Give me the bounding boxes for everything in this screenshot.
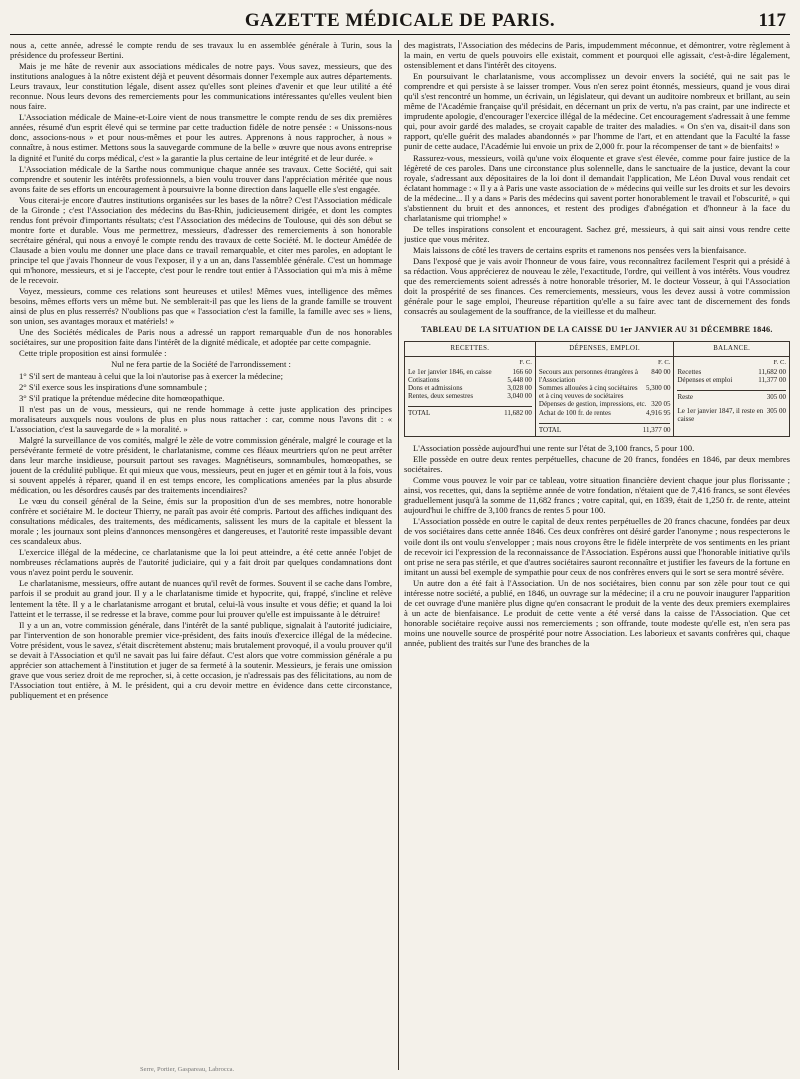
total-label: TOTAL (538, 425, 562, 434)
paragraph: Une des Sociétés médicales de Paris nous a adressé un rapport remarquable d'un de nos honorables sociétaires, sur une proposition faite dans l'intérêt de la dignité médicale, et adoptée par cette compagnie. (10, 327, 392, 348)
total-row (408, 406, 532, 417)
paragraph: L'Association possède en outre le capital de deux rentes perpétuelles de 20 francs chacune, fondées par deux de vos sociétaires dans cette année 1846. Ces deux confrères ont désiré garder l'anonyme ; nous respecterons le voile dont ils ont voulu s'envelopper ; mais nous croyons être le fidèle interprète de vos sentiments en les priant de recevoir ici l'expression de la reconnaissance de l'Association. Espérons aussi que l'honorable initiative qu'ils ont prise ne sera pas stérile, et que d'autres sociétaires sauront reconnaître et justifier les faveurs de la fortune en imitant un aussi bel exemple de sympathie pour ceux de nos confrères envers qui le sort se sera montré sévère. (404, 516, 790, 577)
paragraph: Nul ne fera partie de la Société de l'arrondissement : (111, 359, 291, 370)
table-row (408, 384, 532, 392)
journal-title: GAZETTE MÉDICALE DE PARIS. (244, 10, 556, 31)
row-label: Le 1er janvier 1847, il reste en caisse (677, 407, 764, 424)
row-amount: 5,448 00 (507, 375, 532, 384)
paragraph: Vous citerai-je encore d'autres institutions organisées sur les bases de la nôtre? C'est l'Association médicale de la Gironde ; c'est l'Association des médecins du Bas-Rhin, judicieusement dirigée, et dont les comptes rendus font prévoir d'importants résultats; c'est l'Association des médecins de Toulouse, qui dès son début se montre forte et durable. Vous me permettrez, messieurs, d'adresser des remerciements à son honorable secrétaire général, qui nous a envoyé le compte rendu des travaux de cette Société. M. le docteur Amédée de Clausade a bien voulu me donner une place dans ce travail remarquable, et citer mes paroles, en adoptant le principe tel que j'avais l'honneur de vous l'exposer, il y a un an, dans l'assemblée générale. C'est un hommage qui m'honore, messieurs, et si je l'accepte, c'est pour le rendre tout entier à l'Association qui m'a mis à même de le recevoir. (10, 194, 392, 286)
unit-label: F. C. (519, 359, 532, 367)
table-row (677, 376, 786, 384)
right-column (404, 40, 790, 1075)
row-amount: 166 60 (512, 367, 532, 376)
paragraph: Rassurez-vous, messieurs, voilà qu'une voix éloquente et grave s'est élevée, comme pour faire justice de la légèreté de ces paroles. Dans une circonstance plus solennelle, dans le sanctuaire de la justice, devant la cour royale, s'adressant aux dépositaires de la loi dont il demandait l'application, Me Léon Duval vous rendait cet éclatant hommage : « Il y a à Paris une vaste association de » médecins qui veille sur les droits et sur les devoirs de la médecine... Il y a dans » Paris des médecins qui savent porter honorablement le travail et l'obscurité, » qui s'abstiennent du bruit et des annonces, et restent des prodiges d'abnégation et d'honneur à la face du charlatanisme qui triomphe! » (404, 152, 790, 223)
unit-label: F. C. (773, 359, 786, 367)
depenses-cell (535, 357, 674, 437)
table-row (677, 407, 786, 423)
paragraph: Elle possède en outre deux rentes perpétuelles, chacune de 20 francs, fondées en 1846, par deux membres sociétaires. (404, 454, 790, 475)
header-balance: BALANCE. (674, 342, 790, 357)
row-amount: 3,040 00 (507, 392, 532, 401)
paragraph: Le charlatanisme, messieurs, offre autant de nuances qu'il revêt de formes. Souvent il se cache dans l'ombre, parfois il se produit au grand jour. Il y a le charlatanisme timide et hypocrite, qui, frappé, s'incline et relève lentement la tête. Il y a le charlatanisme arrogant et brutal, celui-là vous insulte et vous défie; et quand la loi l'atteint et le terrasse, il se redresse et la brave, comme pour lui prouver qu'elle est impuissante à le détruire! (10, 578, 392, 619)
list-item: 3° S'il pratique la prétendue médecine dite homœopathique. (19, 392, 225, 403)
row-amount: 320 05 (651, 400, 671, 409)
row-amount: 11,377 00 (758, 375, 786, 384)
table-row (408, 376, 532, 384)
table-row (539, 384, 671, 400)
paragraph: De telles inspirations consolent et encouragent. Sachez gré, messieurs, à qui sait ainsi vous rendre cette justice que vous méritez. (404, 223, 790, 244)
balance-cell (674, 357, 790, 437)
paragraph: L'Association médicale de la Sarthe nous communique chaque année ses travaux. Cette Société, qui sait comprendre et soutenir les intérêts professionnels, a bien voulu trouver dans l'appréciation méritée que nous avons faite de ses efforts un encouragement à poursuivre la bonne direction dans laquelle elle s'est engagée. (10, 163, 392, 194)
paragraph: L'Association médicale de Maine-et-Loire vient de nous transmettre le compte rendu de ses dix premières années, résumé d'un esprit élevé qui se termine par cette traduction fidèle de notre pensée : « Unissons-nous donc, associons-nous » et pour nous-mêmes et pour les autres. Apprenons à nous rapprocher, à nous » connaître, à nous estimer. Mettons sous la sauvegarde commune de la belle » œuvre que nous avons entreprise la dignité et l'unité du corps médical, c'est » la garantie la plus certaine de leur intégrité et de leur durée. » (10, 112, 392, 163)
column-divider (398, 40, 399, 1070)
table-row (539, 400, 671, 408)
table-row (677, 390, 786, 401)
table-row (539, 368, 671, 384)
row-label: Dépenses de gestion, impressions, etc. (538, 400, 647, 409)
row-amount: 11,682 00 (758, 367, 786, 376)
cash-situation-table (404, 341, 790, 437)
page-number: 117 (758, 10, 786, 31)
paragraph: Il n'est pas un de vous, messieurs, qui ne rende hommage à cette juste application des principes moralisateurs auxquels nous voulons de plus en plus nous rattacher : car, comme nous l'avons dit : « L'association, c'est la sauvegarde de » la moralité. » (10, 403, 392, 434)
table-title: TABLEAU DE LA SITUATION DE LA CAISSE DU 1er JANVIER AU 31 DÉCEMBRE 1846. (421, 325, 773, 335)
row-label: Reste (677, 393, 694, 402)
row-label: Cotisations (408, 375, 440, 384)
list-item: 1° S'il sert de manteau à celui que la loi n'autorise pas à exercer la médecine; (19, 370, 283, 381)
table-row (677, 368, 786, 376)
row-label: Sommes allouées à cinq sociétaires et à cinq veuves de sociétaires (538, 384, 638, 401)
paragraph: Voyez, messieurs, comme ces relations sont heureuses et utiles! Mêmes vues, intelligence des mêmes besoins, mêmes efforts vers un même but. Ne semblerait-il pas que les liens de la grande famille se trouvent ainsi de plus en plus resserrés? N'oublions pas que « l'association c'est la famille, la famille avec ses » liens, son union, ses avantages moraux et matériels! » (10, 286, 392, 327)
footer-note: Serre, Portier, Gaspareau, Labrocca. (140, 1066, 235, 1073)
row-amount: 5,300 00 (645, 384, 671, 393)
paragraph: Un autre don a été fait à l'Association. Un de nos sociétaires, bien connu par son zèle pour tout ce qui intéresse notre société, a publié, en 1846, un ouvrage sur la médecine; il a cru ne pouvoir inaugurer l'apparition de cet ouvrage d'une manière plus digne qu'en consacrant le produit de la vente des deux premiers exemplaires à un acte de bienfaisance. Le produit de cette vente a été versé dans la caisse de l'Association. Que cet honorable sociétaire reçoive aussi nos remerciements ; son offrande, toute modeste qu'elle est, n'en sera pas moins une nouvelle source de prospérité pour notre Association. Les laborieux et savants confrères qui, chaque année, publient des traités sur l'une des branches de la (404, 577, 790, 648)
row-label: Dépenses et emploi (677, 375, 733, 384)
left-column (10, 40, 392, 1075)
table-row (539, 409, 671, 417)
row-label: Achat de 100 fr. de rentes (538, 408, 611, 417)
paragraph: Mais laissons de côté les travers de certains esprits et ramenons nos pensées vers la bienfaisance. (413, 244, 747, 255)
table-row (408, 392, 532, 400)
row-label: Secours aux personnes étrangères à l'Association (538, 367, 639, 384)
paragraph: Comme vous pouvez le voir par ce tableau, votre situation financière devient chaque jour plus florissante ; ainsi, vos recettes, qui, dans la septième année de votre fondation, n'étaient que de 7,416 francs, se sont élevées graduellement jusqu'à la somme de 11,682 francs ; votre capital, qui, en 1839, était de 1,250 fr. de rente, atteint aujourd'hui le chiffre de 3,100 francs de rentes 5 pour 100. (404, 475, 790, 516)
row-amount: 3,028 00 (507, 384, 532, 393)
total-amount: 11,682 00 (504, 409, 532, 418)
paragraph: Le vœu du conseil général de la Seine, émis sur la proposition d'un de ses membres, notre honorable confrère et sociétaire M. le docteur Thierry, ne paraît pas avoir été compris. Partout des affiches indiquant des consultations médicales, des traitements, des médicaments, salissent les murs de la capitale et blessent la morale ; les journaux sont pleins d'annonces mensongères et dangereuses, et l'autorité reste impassible devant ces scandaleux abus. (10, 496, 392, 547)
row-label: Rentes, deux semestres (408, 392, 474, 401)
paragraph: L'Association possède aujourd'hui une rente sur l'état de 3,100 francs, 5 pour 100. (413, 443, 695, 454)
recettes-cell (405, 357, 536, 437)
paragraph: des magistrats, l'Association des médecins de Paris, impudemment méconnue, et démontrer, votre règlement à la main, en vertu de quels pouvoirs elle existait, comment et pourquoi elle agissait, c'est-à-dire légalement, ostensiblement et dans l'intérêt des citoyens. (404, 40, 790, 71)
unit-label: F. C. (658, 359, 671, 367)
header-recettes: RECETTES. (405, 342, 536, 357)
row-label: Recettes (677, 367, 702, 376)
total-amount: 11,377 00 (642, 425, 671, 434)
page-header (10, 8, 790, 35)
row-amount: 305 00 (766, 393, 786, 402)
paragraph: Malgré la surveillance de vos comités, malgré le zèle de votre commission générale, malgré le courage et la persévérante fermeté de votre président, le charlatanisme, comme ces fléaux meurtriers qu'on ne peut arrêter dans leur marche insidieuse, poursuit partout ses ravages. Magnétiseurs, somnambules, homœopathes, se jouent de la crédulité publique. Et qui mieux que vous, messieurs, peut en juger et en gémir tout à la fois, vous si souvent appelés à réparer, quand il en est temps encore, les complications amenées par la plus absurde médication, ou les désordres causés par des traitements incendiaires? (10, 434, 392, 496)
paragraph: Cette triple proposition est ainsi formulée : (19, 348, 167, 359)
paragraph: Il y a un an, votre commission générale, dans l'intérêt de la santé publique, signalait à l'autorité judiciaire, par l'intervention de son honorable premier vice-président, des faits inouïs d'exercice illégal de la médecine. Votre président, vous le savez, s'était discrètement abstenu; mais brutalement provoqué, il a voulu prouver qu'il se devait à l'Association et qu'il ne savait pas lui faire défaut. C'est alors que votre commission générale a pu apprécier son attachement à l'institution et juger de sa fermeté à la soutenir. Messieurs, je ferais une omission grave que vous seriez droit de me reprocher, si, à cette occasion, je n'adressais pas des félicitations, au nom de l'Association tout entière, à M. le président, qui a cru devoir mettre en évidence dans cette circonstance, publiquement et en présence (10, 619, 392, 700)
paragraph: L'exercice illégal de la médecine, ce charlatanisme que la loi peut atteindre, a été cette année l'objet de nombreuses réclamations auprès de l'autorité judiciaire, qui y a fait droit par quelques condamnations dont vous n'avez point perdu le souvenir. (10, 547, 392, 578)
row-amount: 305 00 (766, 407, 786, 416)
header-depenses: DÉPENSES, EMPLOI. (535, 342, 674, 357)
row-amount: 840 00 (651, 367, 671, 376)
total-row (539, 423, 671, 434)
paragraph: nous a, cette année, adressé le compte rendu de ses travaux lu en assemblée générale à Turin, sous la présidence du professeur Bertini. (10, 40, 392, 61)
paragraph: En poursuivant le charlatanisme, vous accomplissez un devoir envers la société, qui ne sait pas le comprendre et qui persiste à se laisser tromper. Vous n'en serez point étonnés, messieurs, quand je vous dirai qu'il s'est rencontré un homme, un écrivain, un législateur, qui devant un auditoire nombreux et brillant, au sein même de l'Académie française qu'il présidait, en décernant un prix de vertu, n'a pas craint, par une indirecte et imprudente apologie, d'encourager l'exercice illégal de la médecine. Cet encouragement s'adressait à une femme qui, pour avoir gardé des malades, se croyait capable de traiter des maladies. « On s'en va, disait-il dans son rapport, qu'elle guérit des malades abandonnés » par l'homme de l'art, et en attendant que la Faculté la fasse punir de cette audace, l'Académie lui envoie un prix de 2,000 fr. pour la récompenser de tant » de bienfaits! » (404, 71, 790, 152)
table-row (408, 368, 532, 376)
row-amount: 4,916 95 (645, 408, 671, 417)
list-item: 2° S'il exerce sous les inspirations d'une somnambule ; (19, 381, 207, 392)
row-label: Dons et admissions (408, 384, 463, 393)
total-label: TOTAL (408, 409, 431, 418)
paragraph: Mais je me hâte de revenir aux associations médicales de notre pays. Vous savez, messieurs, que des institutions analogues à la nôtre existent déjà et peuvent désormais donner l'exemple aux autres départements. Leurs travaux, leur constitution légale, disent assez qu'elles sont pleines d'avenir et que leur utilité a été reconnue. Nous leurs devons des remerciements pour les communications intéressantes qu'elles veulent bien nous faire. (10, 61, 392, 112)
paragraph: Dans l'exposé que je vais avoir l'honneur de vous faire, vous reconnaîtrez facilement l'esprit qui a présidé à sa rédaction. Vous apprécierez de nouveau le zèle, l'exactitude, l'ordre, qui veillent à vos intérêts. Vous voudrez que des remerciements soient adressés à notre honorable trésorier, M. le docteur Vosseur, à qui l'Association doit la prospérité de ses finances. Ces remerciements, messieurs, vous les devez aussi à votre commission générale pour le sage emploi, l'heureuse répartition qu'elle a su faire avec tant de discernement des fonds consacrés au soulagement de la souffrance, de la vieillesse et du malheur. (404, 255, 790, 317)
row-label: Le 1er janvier 1846, en caisse (408, 367, 492, 376)
